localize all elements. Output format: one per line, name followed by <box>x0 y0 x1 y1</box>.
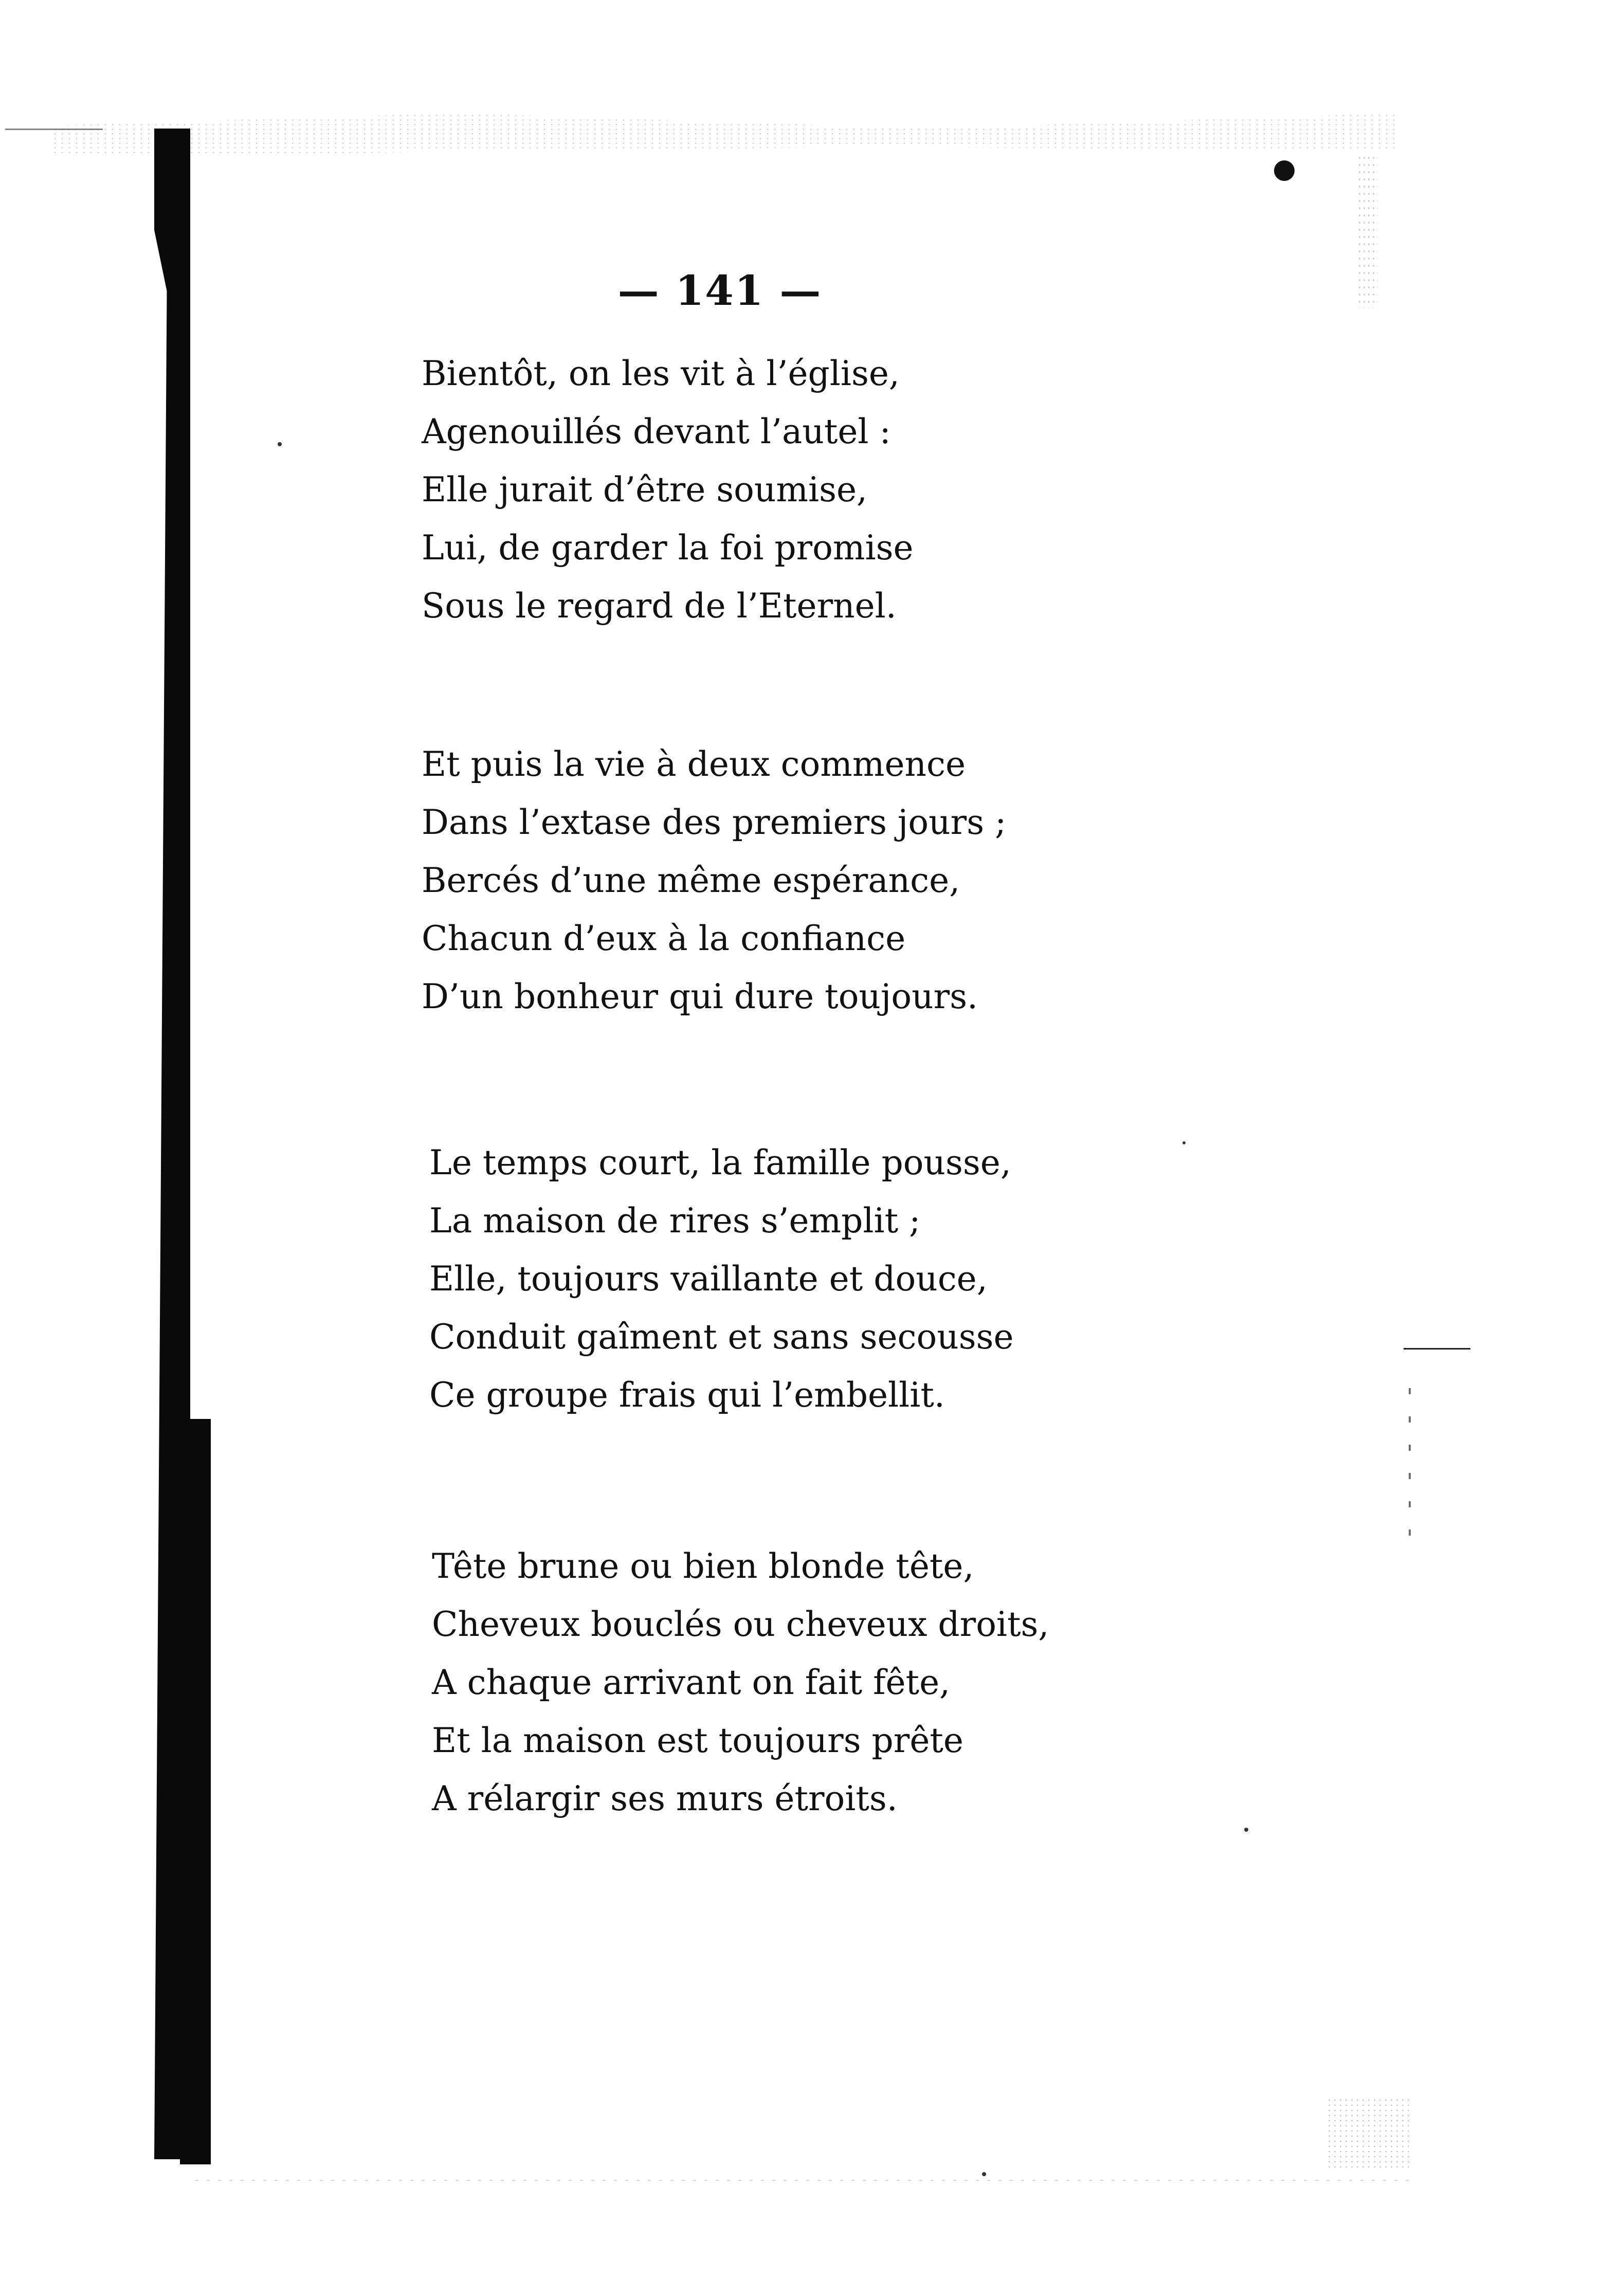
scan-edge-line <box>1404 1348 1470 1350</box>
poem-line: Conduit gaîment et sans secousse <box>429 1317 1014 1357</box>
scan-speck <box>982 2172 986 2176</box>
poem-line: Et puis la vie à deux commence <box>422 744 966 784</box>
scan-speck <box>1182 1141 1186 1144</box>
poem-line: Dans l’extase des premiers jours ; <box>422 803 1007 842</box>
scan-speck <box>278 442 282 446</box>
scan-bottom-edge <box>195 2180 1409 2181</box>
poem-line: Le temps court, la famille pousse, <box>429 1143 1011 1182</box>
poem-stanza <box>422 344 1167 635</box>
poem-line: D’un bonheur qui dure toujours. <box>422 977 978 1016</box>
poem-stanza <box>429 1134 1175 1424</box>
poem-line: Et la maison est toujours prête <box>432 1721 963 1760</box>
scan-speck <box>1244 1828 1248 1832</box>
poem-stanza <box>422 735 1167 1026</box>
poem-line: Elle, toujours vaillante et douce, <box>429 1259 988 1299</box>
poem-line: Chacun d’eux à la confiance <box>422 919 906 958</box>
poem-line: La maison de rires s’emplit ; <box>429 1201 921 1241</box>
scan-noise-right <box>1357 154 1378 308</box>
poem-line: Bientôt, on les vit à l’église, <box>422 354 900 393</box>
scan-noise-bottom <box>1326 2098 1409 2170</box>
poem-line: A chaque arrivant on fait fête, <box>432 1663 951 1702</box>
poem-stanza <box>432 1537 1177 1828</box>
poem-line: Lui, de garder la foi promise <box>422 528 914 568</box>
poem-line: Tête brune ou bien blonde tête, <box>432 1546 974 1586</box>
poem-line: Agenouillés devant l’autel : <box>422 412 891 451</box>
ink-blot <box>1274 160 1295 181</box>
poem-line: Elle jurait d’être soumise, <box>422 470 868 509</box>
book-spine-shadow-lower <box>180 1419 211 2164</box>
poem-line: Cheveux bouclés ou cheveux droits, <box>432 1605 1049 1644</box>
poem-line: Sous le regard de l’Eternel. <box>422 586 897 626</box>
page-number: — 141 — <box>617 266 822 315</box>
poem-line: Ce groupe frais qui l’embellit. <box>429 1375 945 1415</box>
poem-line: Bercés d’une même espérance, <box>422 861 960 900</box>
scan-noise-top <box>51 113 1398 175</box>
poem-line: A rélargir ses murs étroits. <box>432 1779 898 1818</box>
scan-edge-ticks <box>1409 1388 1419 1542</box>
